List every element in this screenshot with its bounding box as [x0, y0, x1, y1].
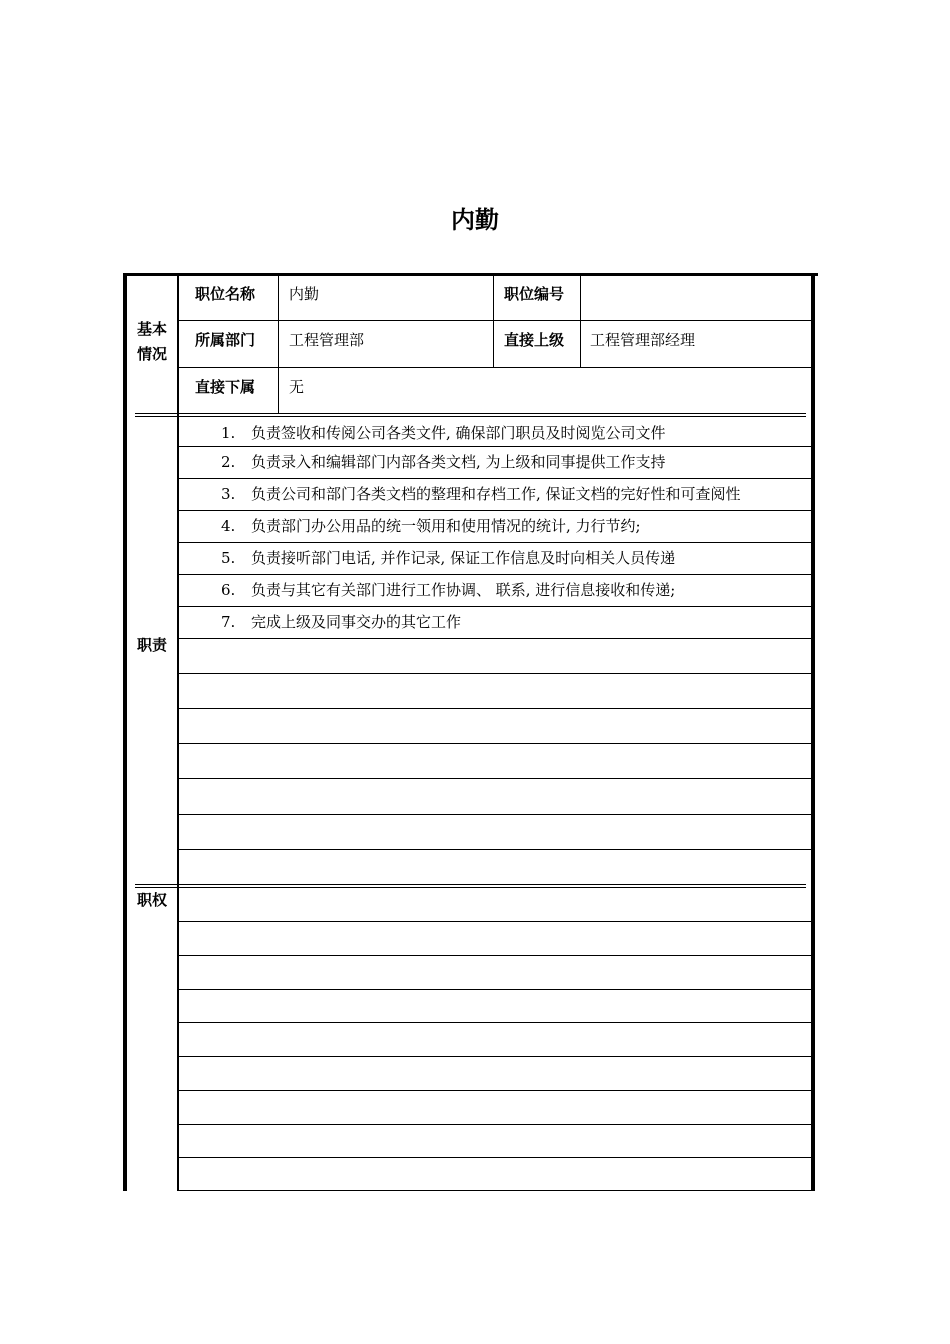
category-duties: 职责 — [136, 636, 167, 654]
table-right-border — [811, 273, 815, 1191]
duty-item-number: 4. — [221, 517, 236, 535]
duty-row-line — [179, 814, 811, 815]
duty-item-number: 2. — [221, 453, 236, 471]
department-label: 所属部门 — [195, 331, 256, 349]
duty-item-text: 负责公司和部门各类文档的整理和存档工作, 保证文档的完好性和可查阅性 — [251, 485, 741, 503]
authority-row-line — [179, 989, 811, 990]
duty-item — [221, 423, 666, 443]
duty-item — [221, 612, 461, 632]
duty-row-line — [179, 708, 811, 709]
duty-item — [221, 452, 666, 472]
subordinate-value: 无 — [289, 378, 305, 396]
duty-item-text: 负责接听部门电话, 并作记录, 保证工作信息及时向相关人员传递 — [251, 549, 676, 567]
supervisor-label: 直接上级 — [504, 331, 565, 349]
authority-row-line — [179, 1090, 811, 1091]
duty-item — [221, 548, 675, 568]
duty-item-number: 5. — [221, 549, 236, 567]
basic-col-divider-1 — [278, 276, 279, 413]
duty-row-line — [179, 574, 811, 575]
table-left-border — [123, 273, 127, 1191]
duty-row-line — [179, 606, 811, 607]
duty-item-text: 负责与其它有关部门进行工作协调、 联系, 进行信息接收和传递; — [251, 581, 676, 599]
duty-item-number: 7. — [221, 613, 236, 631]
authority-row-line — [179, 1022, 811, 1023]
document-title: 内勤 — [451, 206, 499, 234]
duty-item-text: 负责部门办公用品的统一领用和使用情况的统计, 力行节约; — [251, 517, 641, 535]
duty-row-line — [179, 673, 811, 674]
position-code-label: 职位编号 — [504, 285, 565, 303]
duty-row-line — [179, 638, 811, 639]
duty-row-line — [179, 778, 811, 779]
department-value: 工程管理部 — [289, 331, 365, 349]
duty-item — [221, 516, 641, 536]
section-divider-duties-authority — [135, 884, 806, 888]
duty-row-line — [179, 510, 811, 511]
authority-row-line — [179, 921, 811, 922]
section-divider-basic-duties — [135, 413, 806, 417]
duty-item — [221, 484, 741, 504]
basic-col-divider-2 — [493, 276, 494, 368]
subordinate-label: 直接下属 — [195, 378, 256, 396]
duty-item-number: 1. — [221, 424, 236, 442]
category-basic-info: 基本 情况 — [136, 320, 167, 363]
duty-item — [221, 580, 675, 600]
duty-row-line — [179, 849, 811, 850]
position-name-label: 职位名称 — [195, 285, 256, 303]
basic-row-line-2 — [179, 367, 811, 368]
duty-row-line — [179, 446, 811, 447]
authority-row-line — [179, 1124, 811, 1125]
duty-item-text: 负责签收和传阅公司各类文件, 确保部门职员及时阅览公司文件 — [251, 424, 666, 442]
duty-item-number: 3. — [221, 485, 236, 503]
category-authority: 职权 — [136, 891, 167, 909]
supervisor-value: 工程管理部经理 — [590, 331, 696, 349]
table-bottom-line — [179, 1190, 811, 1191]
duty-item-number: 6. — [221, 581, 236, 599]
table-top-border — [123, 273, 818, 276]
duty-row-line — [179, 542, 811, 543]
authority-row-line — [179, 955, 811, 956]
authority-row-line — [179, 1157, 811, 1158]
basic-row-line-1 — [179, 320, 811, 321]
duty-row-line — [179, 478, 811, 479]
authority-row-line — [179, 1056, 811, 1057]
duty-item-text: 负责录入和编辑部门内部各类文档, 为上级和同事提供工作支持 — [251, 453, 666, 471]
basic-col-divider-3 — [580, 276, 581, 368]
position-name-value: 内勤 — [289, 285, 320, 303]
job-description-table — [123, 273, 818, 1191]
duty-row-line — [179, 743, 811, 744]
duty-item-text: 完成上级及同事交办的其它工作 — [251, 613, 462, 631]
